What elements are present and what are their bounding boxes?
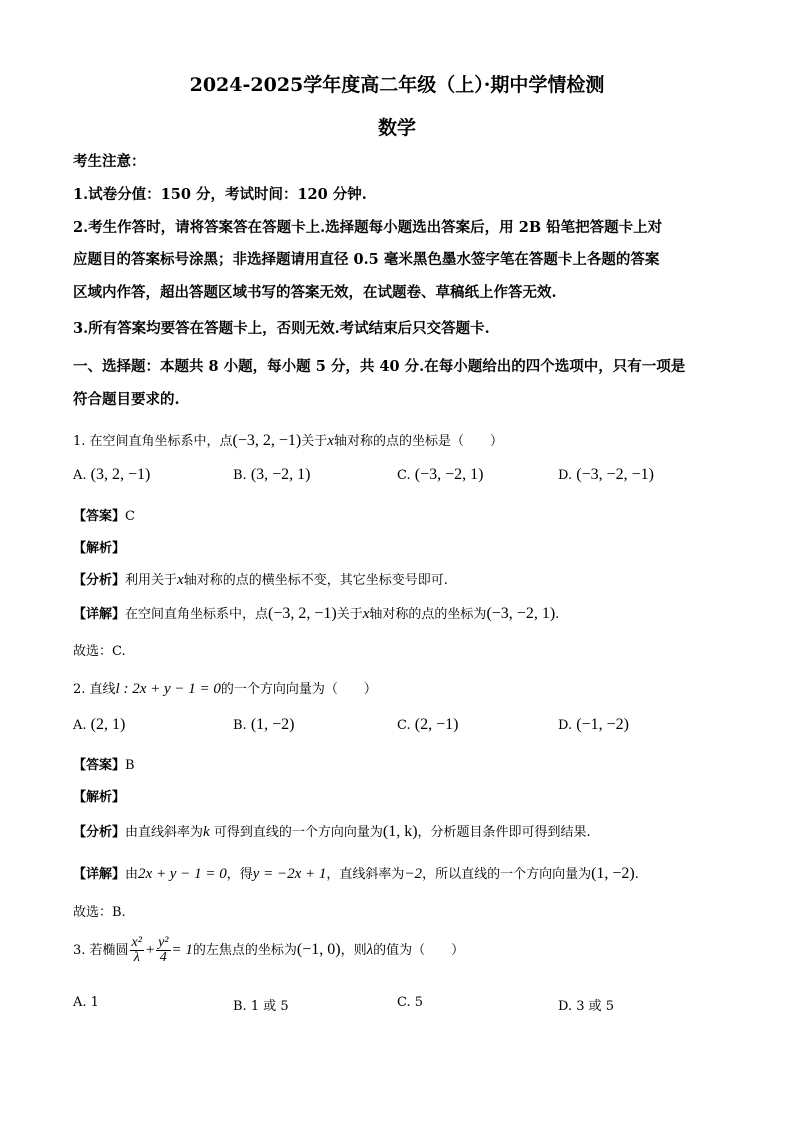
q3-fraction-x: $\frac{\text{x²}}{\lambda}$ xyxy=(131,935,142,965)
q3-option-c: C. 5 xyxy=(397,995,424,1010)
q1-stem-text-b: 关于 xyxy=(301,434,328,449)
question-1-stem xyxy=(73,430,503,450)
q1-option-b: B. (3, −2, 1) xyxy=(233,466,311,483)
q1-stem-text-a: 1. 在空间直角坐标系中，点 xyxy=(73,434,233,449)
q2-line-equation: l : 2x + y − 1 = 0 xyxy=(115,681,221,697)
q3-option-d: D. 3 或 5 xyxy=(558,999,615,1014)
question-2-stem: 2. 直线l : 2x + y − 1 = 0的一个方向向量为（ ） xyxy=(73,681,377,697)
q2-fenxi: 【分析】由直线斜率为k 可得到直线的一个方向向量为(1, k)，分析题目条件即可得到结果. xyxy=(73,823,591,840)
q1-axis: x xyxy=(327,433,334,449)
q1-detail: 【详解】在空间直角坐标系中，点(−3, 2, −1)关于x轴对称的点的坐标为(−3, −2, 1). xyxy=(73,605,560,622)
q1-option-c: C. (−3, −2, 1) xyxy=(397,466,484,483)
notice-item-3: 3.所有答案均要答在答题卡上，否则无效.考试结束后只交答题卡. xyxy=(73,320,490,337)
q1-choice: 故选：C. xyxy=(73,644,126,659)
q2-option-a: A. (2, 1) xyxy=(73,716,126,733)
q2-option-b: B. (1, −2) xyxy=(233,716,295,733)
q2-choice: 故选：B. xyxy=(73,905,126,920)
notice-item-2-line-2: 应题目的答案标号涂黑；非选择题请用直径 0.5 毫米黑色墨水签字笔在答题卡上各题的答案 xyxy=(73,251,660,268)
q1-fenxi: 【分析】利用关于x轴对称的点的横坐标不变，其它坐标变号即可. xyxy=(73,572,448,588)
notice-item-1: 1.试卷分值：150 分，考试时间：120 分钟. xyxy=(73,186,367,203)
q1-answer: 【答案】C xyxy=(73,509,135,524)
q1-stem-text-c: 轴对称的点的坐标是（ ） xyxy=(333,434,503,449)
question-3-stem: 3. 若椭圆 $\frac{\text{x²}}{\lambda}$ + $\frac{\text{y²}}{4}$ = 1的左焦点的坐标为(−1, 0)，则λ的值为（ ） xyxy=(73,935,465,965)
section-heading-line-1: 一、选择题：本题共 8 小题，每小题 5 分，共 40 分.在每小题给出的四个选项中，只有一项是 xyxy=(73,358,686,375)
q1-option-d: D. (−3, −2, −1) xyxy=(558,466,654,483)
q2-option-d: D. (−1, −2) xyxy=(558,716,629,733)
section-heading-line-2: 符合题目要求的. xyxy=(73,391,180,408)
q3-fraction-y: $\frac{\text{y²}}{4}$ xyxy=(158,935,169,965)
page-title: 2024-2025学年度高二年级（上）·期中学情检测 xyxy=(189,74,605,96)
subject-title: 数学 xyxy=(377,117,416,139)
q1-analysis-tag: 【解析】 xyxy=(73,541,126,556)
q3-option-b: B. 1 或 5 xyxy=(233,999,289,1014)
q3-option-a: A. 1 xyxy=(73,995,99,1010)
q2-analysis-tag: 【解析】 xyxy=(73,790,126,805)
q2-option-c: C. (2, −1) xyxy=(397,716,459,733)
q1-point: (−3, 2, −1) xyxy=(232,432,302,449)
q2-answer: 【答案】B xyxy=(73,758,135,773)
notice-item-2-line-1: 2.考生作答时，请将答案答在答题卡上.选择题每小题选出答案后，用 2B 铅笔把答题卡上对 xyxy=(73,219,663,236)
notice-heading: 考生注意： xyxy=(73,153,146,170)
q1-option-a: A. (3, 2, −1) xyxy=(73,466,151,483)
q2-detail: 【详解】由2x + y − 1 = 0，得y = −2x + 1，直线斜率为−2，所以直线的一个方向向量为(1, −2). xyxy=(73,865,639,882)
notice-item-2-line-3: 区域内作答，超出答题区域书写的答案无效，在试题卷、草稿纸上作答无效. xyxy=(73,284,557,301)
